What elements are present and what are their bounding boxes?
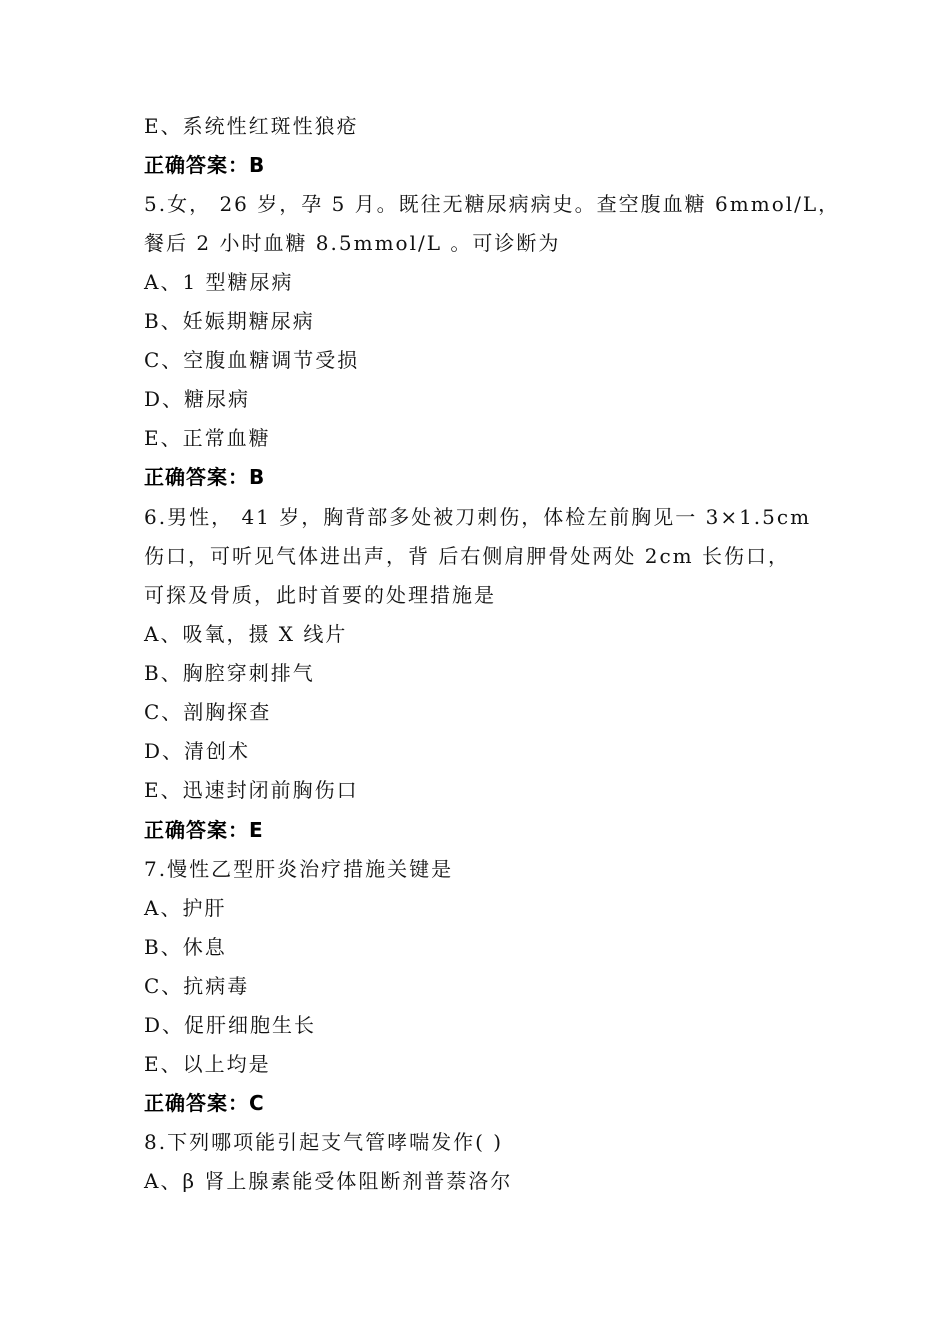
question-7-option-d: D、促肝细胞生长: [144, 1013, 317, 1037]
question-7-option-c: C、抗病毒: [144, 974, 250, 998]
question-6-stem-cont-1: 伤口，可听见气体进出声，背 后右侧肩胛骨处两处 2cm 长伤口，: [144, 544, 790, 568]
question-5-stem-cont: 餐后 2 小时血糖 8.5mmol/L 。可诊断为: [144, 231, 561, 255]
question-5-option-b: B、妊娠期糖尿病: [144, 309, 315, 333]
question-5-option-c: C、空腹血糖调节受损: [144, 348, 360, 372]
question-6-stem: 6.男性， 41 岁，胸背部多处被刀刺伤，体检左前胸见一 3×1.5cm: [144, 505, 812, 529]
question-7-option-b: B、休息: [144, 935, 227, 959]
question-6-option-e: E、迅速封闭前胸伤口: [144, 778, 359, 802]
question-4-option-e: E、系统性红斑性狼疮: [144, 114, 359, 138]
question-7-option-e: E、以上均是: [144, 1052, 271, 1076]
question-6-stem-cont-2: 可探及骨质，此时首要的处理措施是: [144, 583, 496, 607]
question-8-option-a: A、β 肾上腺素能受体阻断剂普萘洛尔: [144, 1169, 513, 1193]
question-5-option-d: D、糖尿病: [144, 387, 251, 411]
question-7-option-a: A、护肝: [144, 896, 227, 920]
question-6-option-d: D、清创术: [144, 739, 251, 763]
question-7-answer: 正确答案：C: [144, 1091, 265, 1115]
question-5-stem: 5.女， 26 岁，孕 5 月。既往无糖尿病病史。查空腹血糖 6mmol/L，: [144, 192, 841, 216]
question-6-option-b: B、胸腔穿刺排气: [144, 661, 315, 685]
question-5-answer: 正确答案：B: [144, 465, 266, 489]
question-5-option-a: A、1 型糖尿病: [144, 270, 294, 294]
question-6-option-c: C、剖胸探查: [144, 700, 272, 724]
question-7-stem: 7.慢性乙型肝炎治疗措施关键是: [144, 857, 454, 881]
question-6-option-a: A、吸氧，摄 X 线片: [144, 622, 348, 646]
question-4-answer: 正确答案：B: [144, 153, 266, 177]
question-6-answer: 正确答案：E: [144, 818, 264, 842]
question-8-stem: 8.下列哪项能引起支气管哮喘发作( ): [144, 1130, 504, 1154]
question-5-option-e: E、正常血糖: [144, 426, 271, 450]
